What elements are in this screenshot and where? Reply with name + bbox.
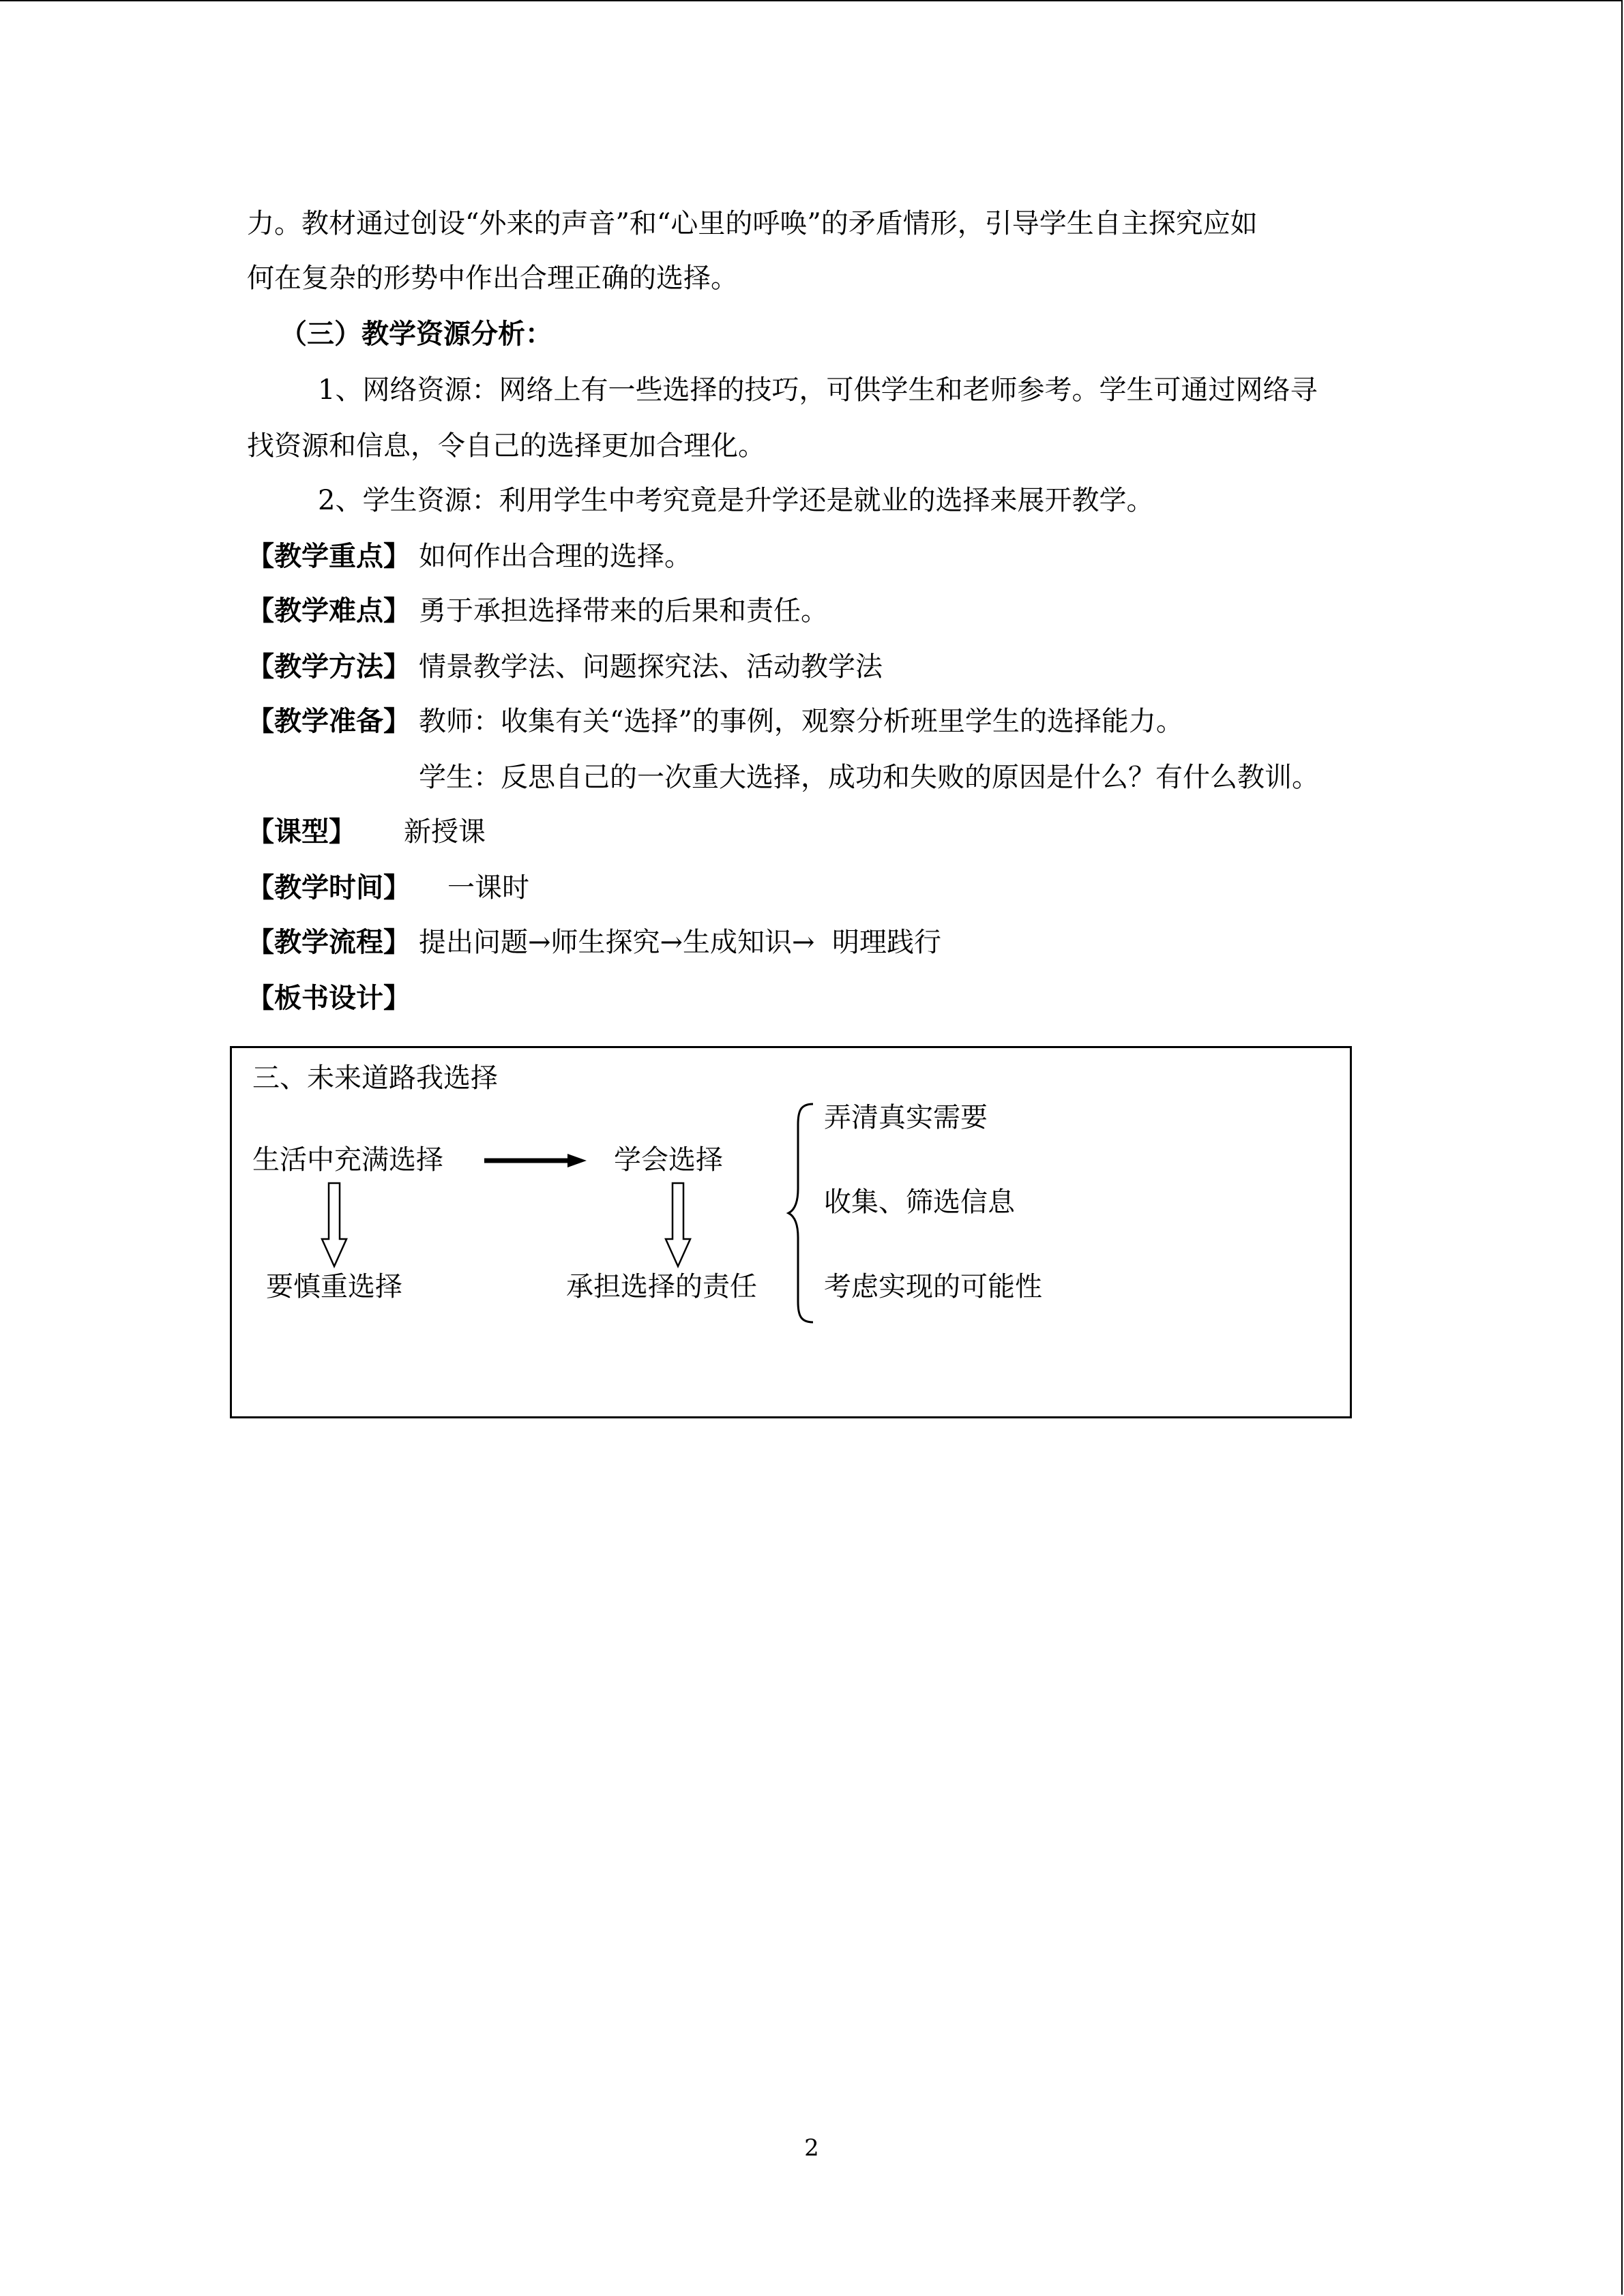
page-number: 2 xyxy=(804,2134,819,2162)
board-design-box xyxy=(230,1046,1352,1418)
item-label: 【课型】 xyxy=(247,816,356,848)
item-label: 【教学准备】 xyxy=(247,705,411,737)
item-value: 勇于承担选择带来的后果和责任。 xyxy=(419,595,828,627)
paragraph-line: 何在复杂的形势中作出合理正确的选择。 xyxy=(247,263,738,294)
item-value: 一课时 xyxy=(447,872,529,904)
item-value: 新授课 xyxy=(404,816,486,848)
item-label: 【教学时间】 xyxy=(247,871,411,904)
board-node-mid-top: 学会选择 xyxy=(614,1144,723,1176)
paragraph-line: 1、网络资源：网络上有一些选择的技巧，可供学生和老师参考。学生可通过网络寻 xyxy=(318,374,1318,406)
section-heading: （三）教学资源分析： xyxy=(280,318,552,350)
board-item: 收集、筛选信息 xyxy=(824,1187,1015,1218)
item-value: 学生：反思自己的一次重大选择，成功和失败的原因是什么？有什么教训。 xyxy=(419,762,1319,793)
board-item: 弄清真实需要 xyxy=(824,1102,988,1133)
item-value: 情景教学法、问题探究法、活动教学法 xyxy=(419,651,883,683)
paragraph-line: 力。教材通过创设“外来的声音”和“心里的呼唤”的矛盾情形，引导学生自主探究应如 xyxy=(247,208,1258,239)
item-label: 【板书设计】 xyxy=(247,982,411,1014)
item-value: 提出问题→师生探究→生成知识→ 明理践行 xyxy=(419,927,941,958)
item-label: 【教学方法】 xyxy=(247,651,411,683)
board-node-mid-bottom: 承担选择的责任 xyxy=(566,1271,757,1302)
board-node-left-top: 生活中充满选择 xyxy=(252,1144,443,1176)
down-arrow-icon xyxy=(663,1182,693,1270)
paragraph-line: 找资源和信息，令自己的选择更加合理化。 xyxy=(247,430,765,462)
paragraph-line: 2、学生资源：利用学生中考究竟是升学还是就业的选择来展开教学。 xyxy=(318,485,1154,516)
item-label: 【教学重点】 xyxy=(247,540,411,572)
item-value: 教师：收集有关“选择”的事例，观察分析班里学生的选择能力。 xyxy=(419,706,1183,737)
board-title: 三、未来道路我选择 xyxy=(252,1062,498,1094)
curly-brace-icon xyxy=(786,1101,820,1326)
right-arrow-icon xyxy=(483,1150,589,1171)
item-label: 【教学流程】 xyxy=(247,926,411,958)
board-node-left-bottom: 要慎重选择 xyxy=(266,1271,402,1302)
item-label: 【教学难点】 xyxy=(247,595,411,627)
item-value: 如何作出合理的选择。 xyxy=(419,541,692,572)
board-item: 考虑实现的可能性 xyxy=(824,1271,1042,1302)
down-arrow-icon xyxy=(319,1182,349,1270)
